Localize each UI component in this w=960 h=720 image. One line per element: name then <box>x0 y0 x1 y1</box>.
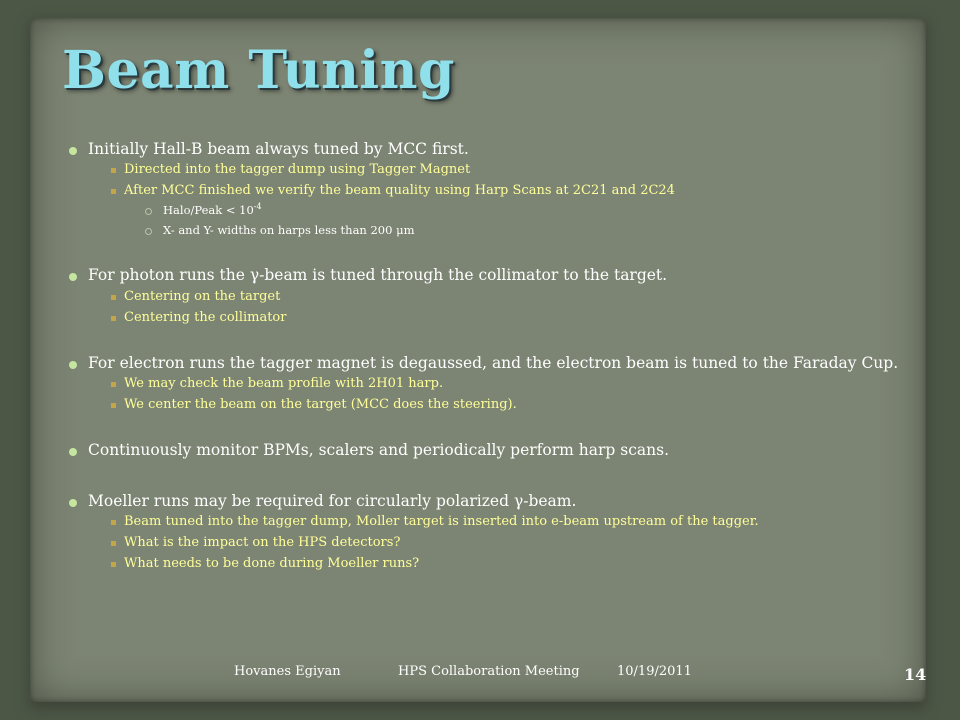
sub-bullet-item <box>124 376 443 391</box>
sub-bullet-text: Centering on the target <box>124 289 281 304</box>
square-bullet-icon <box>111 562 116 567</box>
square-bullet-icon <box>111 316 116 321</box>
bullet-dot-icon <box>69 273 77 281</box>
footer-date: 10/19/2011 <box>617 664 692 679</box>
footer-author: Hovanes Egiyan <box>234 664 341 679</box>
bullet-dot-icon <box>69 499 77 507</box>
sub-bullet-item <box>124 289 280 304</box>
superscript: -4 <box>253 202 262 212</box>
sub-bullet-item <box>124 162 470 177</box>
sub-sub-bullet-item <box>163 203 262 217</box>
sub-bullet-text: We may check the beam profile with 2H01 harp. <box>124 376 444 391</box>
bullet-text: Initially Hall-B beam always tuned by MCC first. <box>88 140 469 158</box>
footer-meeting: HPS Collaboration Meeting <box>398 664 580 679</box>
bullet-item <box>88 492 576 510</box>
sub-bullet-item <box>124 183 675 198</box>
sub-sub-bullet-item <box>163 223 414 237</box>
bullet-item <box>88 441 669 459</box>
sub-bullet-text: What is the impact on the HPS detectors? <box>124 535 401 550</box>
square-bullet-icon <box>111 295 116 300</box>
square-bullet-icon <box>111 189 116 194</box>
sub-bullet-item <box>124 535 400 550</box>
slide-title: Beam Tuning <box>62 40 455 101</box>
sub-bullet-item <box>124 310 286 325</box>
sub-bullet-text: We center the beam on the target (MCC does the steering). <box>124 397 517 412</box>
square-bullet-icon <box>111 541 116 546</box>
bullet-text: For photon runs the γ-beam is tuned through the collimator to the target. <box>88 266 668 284</box>
bullet-dot-icon <box>69 147 77 155</box>
square-bullet-icon <box>111 382 116 387</box>
bullet-dot-icon <box>69 448 77 456</box>
sub-bullet-item <box>124 397 517 412</box>
sub-bullet-text: What needs to be done during Moeller runs? <box>124 556 420 571</box>
circle-bullet-icon <box>145 208 152 215</box>
bullet-dot-icon <box>69 361 77 369</box>
bullet-item <box>88 266 667 284</box>
bullet-item <box>88 354 898 372</box>
bullet-text: Moeller runs may be required for circularly polarized γ-beam. <box>88 492 577 510</box>
sub-bullet-item <box>124 556 419 571</box>
page-number: 14 <box>904 665 927 684</box>
sub-bullet-text: Centering the collimator <box>124 310 287 325</box>
sub-bullet-text: Directed into the tagger dump using Tagger Magnet <box>124 162 471 177</box>
sub-bullet-text: Beam tuned into the tagger dump, Moller target is inserted into e-beam upstream of the tagger. <box>124 514 759 529</box>
square-bullet-icon <box>111 168 116 173</box>
sub-sub-bullet-text: X- and Y- widths on harps less than 200 μm <box>163 223 415 237</box>
square-bullet-icon <box>111 520 116 525</box>
bullet-text: Continuously monitor BPMs, scalers and periodically perform harp scans. <box>88 441 669 459</box>
sub-bullet-text: After MCC finished we verify the beam quality using Harp Scans at 2C21 and 2C24 <box>124 183 675 198</box>
bullet-text: For electron runs the tagger magnet is degaussed, and the electron beam is tuned to the Faraday Cup. <box>88 354 899 372</box>
sub-bullet-item <box>124 514 759 529</box>
bullet-item <box>88 140 469 158</box>
square-bullet-icon <box>111 403 116 408</box>
circle-bullet-icon <box>145 228 152 235</box>
sub-sub-bullet-text: Halo/Peak < 10 <box>163 203 254 217</box>
